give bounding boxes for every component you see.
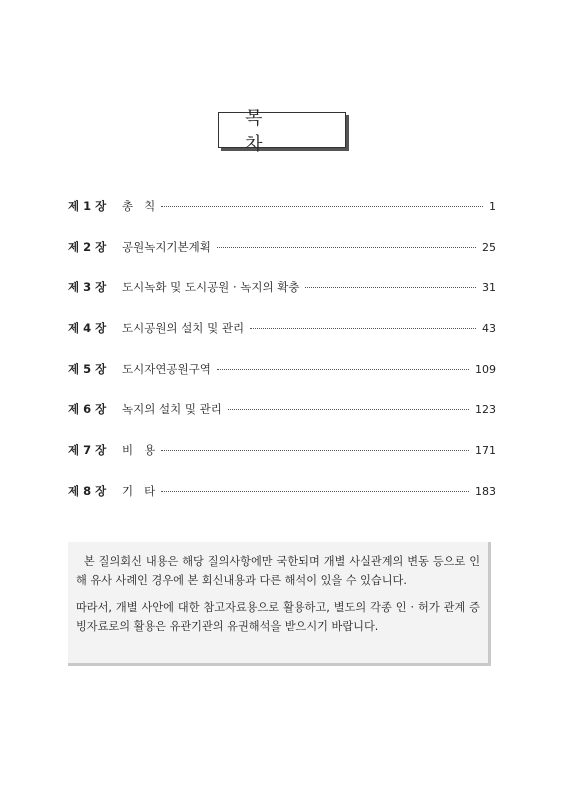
chapter-number: 제 5 장: [68, 361, 107, 376]
dot-leader: [228, 408, 469, 410]
dot-leader: [250, 327, 476, 329]
disclaimer-paragraph: 따라서, 개별 사안에 대한 참고자료용으로 활용하고, 별도의 각종 인 · 허가 관계 증빙자료로의 활용은 유관기관의 유권해석을 받으시기 바랍니다.: [76, 601, 480, 633]
toc-row[interactable]: [68, 483, 496, 524]
chapter-number: 제 1 장: [68, 199, 107, 213]
disclaimer-box: [68, 542, 491, 666]
chapter-title: 도시자연공원구역: [122, 361, 211, 376]
toc-row[interactable]: [68, 401, 496, 442]
chapter-number: 제 4 장: [68, 321, 107, 336]
page-number: 31: [482, 281, 496, 295]
toc-row[interactable]: [68, 442, 496, 483]
toc-row[interactable]: [68, 279, 496, 320]
page-number: 25: [482, 240, 496, 254]
toc-row[interactable]: [68, 361, 496, 402]
dot-leader: [161, 449, 469, 451]
page-number: 43: [482, 322, 496, 336]
chapter-number: 제 3 장: [68, 280, 107, 295]
chapter-title: 녹지의 설치 및 관리: [122, 402, 222, 417]
table-of-contents: [68, 198, 496, 524]
page-number: 109: [475, 362, 496, 376]
chapter-title: 도시공원의 설치 및 관리: [122, 321, 245, 336]
page-title: 목 차: [218, 112, 346, 148]
chapter-title: 비 용: [122, 443, 156, 458]
dot-leader: [217, 246, 476, 248]
toc-row[interactable]: [68, 198, 496, 239]
chapter-number: 제 2 장: [68, 239, 107, 254]
chapter-number: 제 8 장: [68, 483, 107, 498]
page-number: 171: [475, 444, 496, 458]
page-number: 1: [489, 200, 496, 213]
dot-leader: [217, 368, 469, 370]
page-number: 123: [475, 403, 496, 417]
chapter-title: 도시녹화 및 도시공원 · 녹지의 확충: [122, 280, 300, 295]
chapter-title: 총 칙: [122, 199, 156, 213]
dot-leader: [161, 490, 469, 492]
dot-leader: [161, 205, 483, 207]
dot-leader: [305, 286, 476, 288]
chapter-number: 제 7 장: [68, 443, 107, 458]
toc-row[interactable]: [68, 239, 496, 280]
chapter-number: 제 6 장: [68, 402, 107, 417]
toc-row[interactable]: [68, 320, 496, 361]
chapter-title: 기 타: [122, 483, 156, 498]
chapter-title: 공원녹지기본계획: [122, 239, 211, 254]
page-number: 183: [475, 484, 496, 498]
disclaimer-paragraph: 본 질의회신 내용은 해당 질의사항에만 국한되며 개별 사실관계의 변동 등으로 인해 유사 사례인 경우에 본 회신내용과 다른 해석이 있을 수 있습니다.: [76, 555, 480, 587]
